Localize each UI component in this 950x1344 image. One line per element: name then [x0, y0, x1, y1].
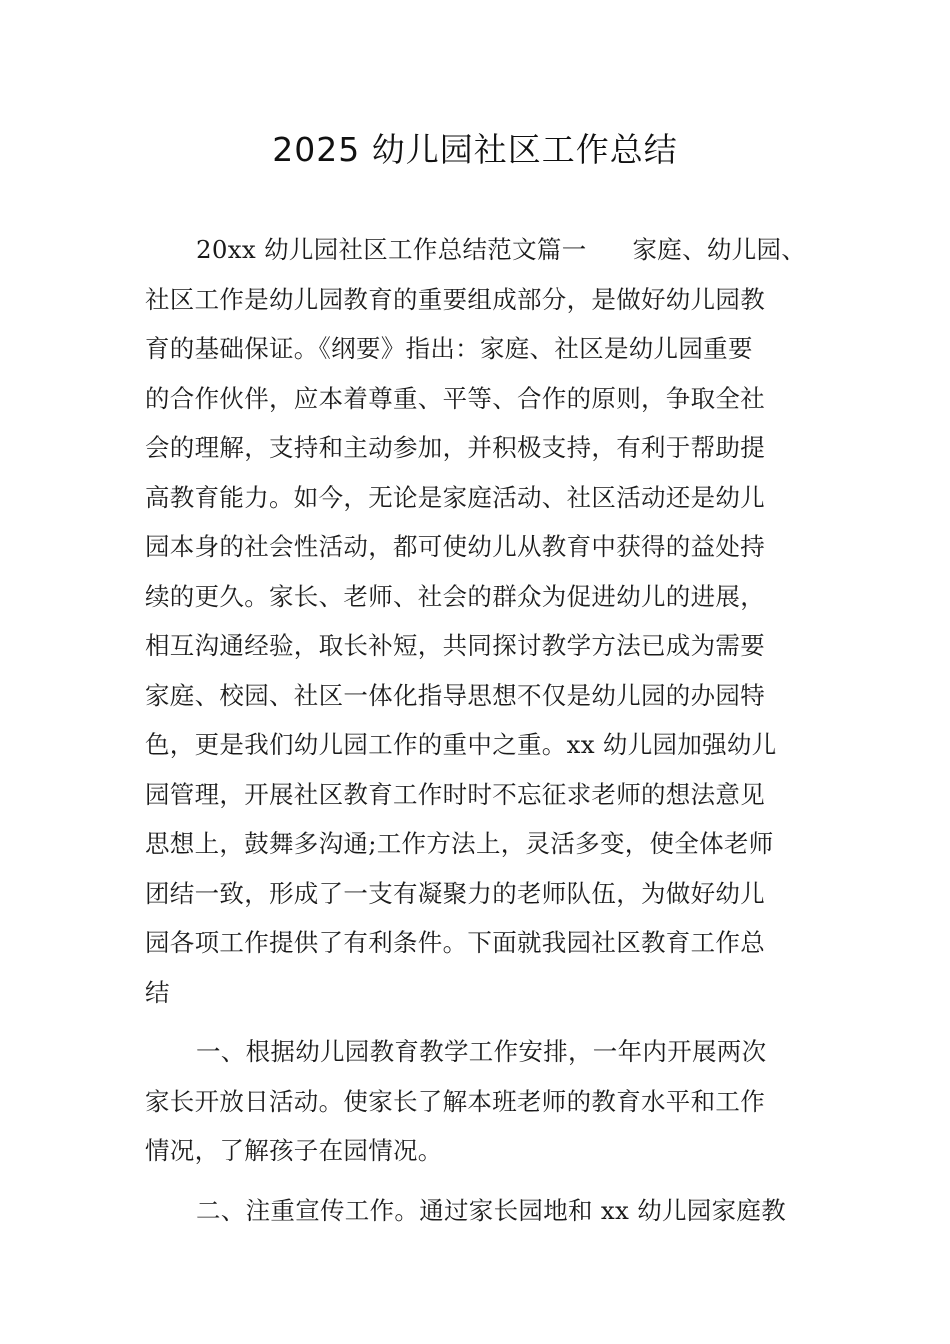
paragraph-3: [145, 1186, 815, 1236]
paragraph-1-line-9: 相互沟通经验，取长补短，共同探讨教学方法已成为需要: [145, 631, 765, 660]
paragraph-1-line-3: 育的基础保证。《纲要》指出：家庭、社区是幼儿园重要: [145, 334, 753, 363]
paragraph-2-line-2: 家长开放日活动。使家长了解本班老师的教育水平和工作: [145, 1086, 765, 1116]
paragraph-1-line-12: 园管理，开展社区教育工作时时不忘征求老师的想法意见: [145, 779, 765, 809]
paragraph-3-line-1: 二、注重宣传工作。通过家长园地和 xx 幼儿园家庭教: [196, 1195, 787, 1225]
paragraph-2-line-1: 一、根据幼儿园教育教学工作安排，一年内开展两次: [196, 1037, 767, 1066]
paragraph-1-line-5: 会的理解，支持和主动参加，并积极支持，有利于帮助提: [145, 433, 765, 462]
paragraph-1-line-16: 结: [145, 977, 170, 1007]
paragraph-1-line-6: 高教育能力。如今，无论是家庭活动、社区活动还是幼儿: [145, 482, 765, 512]
paragraph-spacer: [145, 1017, 815, 1027]
document-body: [145, 225, 815, 1235]
paragraph-1: [145, 225, 815, 1017]
paragraph-1-line-15: 园各项工作提供了有利条件。下面就我园社区教育工作总: [145, 928, 765, 957]
paragraph-1-line-1: [145, 225, 815, 275]
document-title: 2025 幼儿园社区工作总结: [272, 130, 678, 169]
paragraph-1-heading: 20xx 幼儿园社区工作总结范文篇一: [196, 235, 587, 264]
paragraph-1-line-11: 色，更是我们幼儿园工作的重中之重。xx 幼儿园加强幼儿: [145, 730, 777, 759]
paragraph-1-line-13: 思想上，鼓舞多沟通;工作方法上，灵活多变，使全体老师: [145, 829, 774, 858]
paragraph-2-line-3: 情况，了解孩子在园情况。: [145, 1136, 443, 1165]
paragraph-1-line-14: 团结一致，形成了一支有凝聚力的老师队伍，为做好幼儿: [145, 878, 765, 908]
paragraph-1-line-4: 的合作伙伴，应本着尊重、平等、合作的原则，争取全社: [145, 383, 765, 413]
paragraph-spacer: [145, 1176, 815, 1186]
paragraph-1-line-2: 社区工作是幼儿园教育的重要组成部分，是做好幼儿园教: [145, 284, 765, 314]
paragraph-1-line-7: 园本身的社会性活动，都可使幼儿从教育中获得的益处持: [145, 532, 765, 561]
paragraph-2: [145, 1027, 815, 1176]
paragraph-1-line-10: 家庭、校园、社区一体化指导思想不仅是幼儿园的办园特: [145, 680, 765, 710]
paragraph-1-line-8: 续的更久。家长、老师、社会的群众为促进幼儿的进展，: [145, 581, 765, 611]
paragraph-1-line-1-text: 家庭、幼儿园、: [632, 235, 807, 264]
